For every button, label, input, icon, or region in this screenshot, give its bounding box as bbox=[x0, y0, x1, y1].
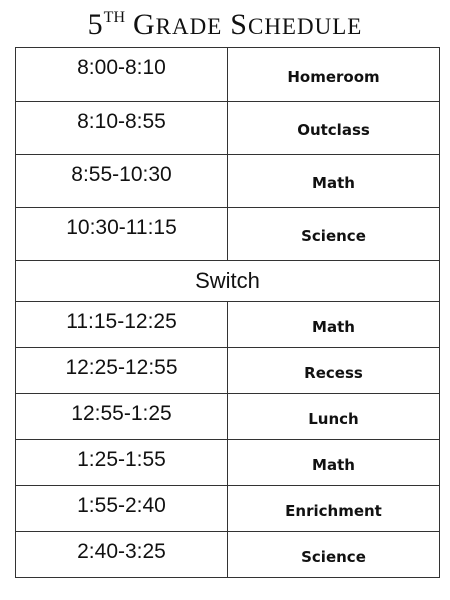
subject-cell: Math bbox=[228, 155, 440, 208]
title-grade: 5 bbox=[87, 8, 104, 41]
subject-cell: Homeroom bbox=[228, 48, 440, 102]
subject-cell: Recess bbox=[228, 348, 440, 394]
schedule-table bbox=[15, 47, 440, 578]
table-row bbox=[16, 102, 440, 155]
switch-row bbox=[16, 261, 440, 302]
title-suffix: TH bbox=[103, 9, 125, 26]
time-cell: 8:10-8:55 bbox=[16, 102, 228, 155]
time-cell: 8:55-10:30 bbox=[16, 155, 228, 208]
title-word2-rest: CHEDULE bbox=[247, 14, 363, 39]
time-cell: 1:55-2:40 bbox=[16, 486, 228, 532]
time-cell: 1:25-1:55 bbox=[16, 440, 228, 486]
table-row bbox=[16, 532, 440, 578]
page-title bbox=[0, 8, 450, 42]
switch-cell: Switch bbox=[16, 261, 440, 302]
table-row bbox=[16, 208, 440, 261]
subject-cell: Science bbox=[228, 532, 440, 578]
time-cell: 12:55-1:25 bbox=[16, 394, 228, 440]
title-word1-initial: G bbox=[133, 8, 156, 41]
title-word2-initial: S bbox=[230, 8, 248, 41]
table-row bbox=[16, 48, 440, 102]
title-word1-rest: RADE bbox=[155, 14, 223, 39]
time-cell: 8:00-8:10 bbox=[16, 48, 228, 102]
subject-cell: Outclass bbox=[228, 102, 440, 155]
subject-cell: Enrichment bbox=[228, 486, 440, 532]
time-cell: 11:15-12:25 bbox=[16, 302, 228, 348]
subject-cell: Math bbox=[228, 440, 440, 486]
table-row bbox=[16, 302, 440, 348]
table-row bbox=[16, 440, 440, 486]
time-cell: 10:30-11:15 bbox=[16, 208, 228, 261]
subject-cell: Science bbox=[228, 208, 440, 261]
table-row bbox=[16, 348, 440, 394]
table-row bbox=[16, 394, 440, 440]
table-row bbox=[16, 486, 440, 532]
subject-cell: Lunch bbox=[228, 394, 440, 440]
table-row bbox=[16, 155, 440, 208]
time-cell: 12:25-12:55 bbox=[16, 348, 228, 394]
time-cell: 2:40-3:25 bbox=[16, 532, 228, 578]
subject-cell: Math bbox=[228, 302, 440, 348]
